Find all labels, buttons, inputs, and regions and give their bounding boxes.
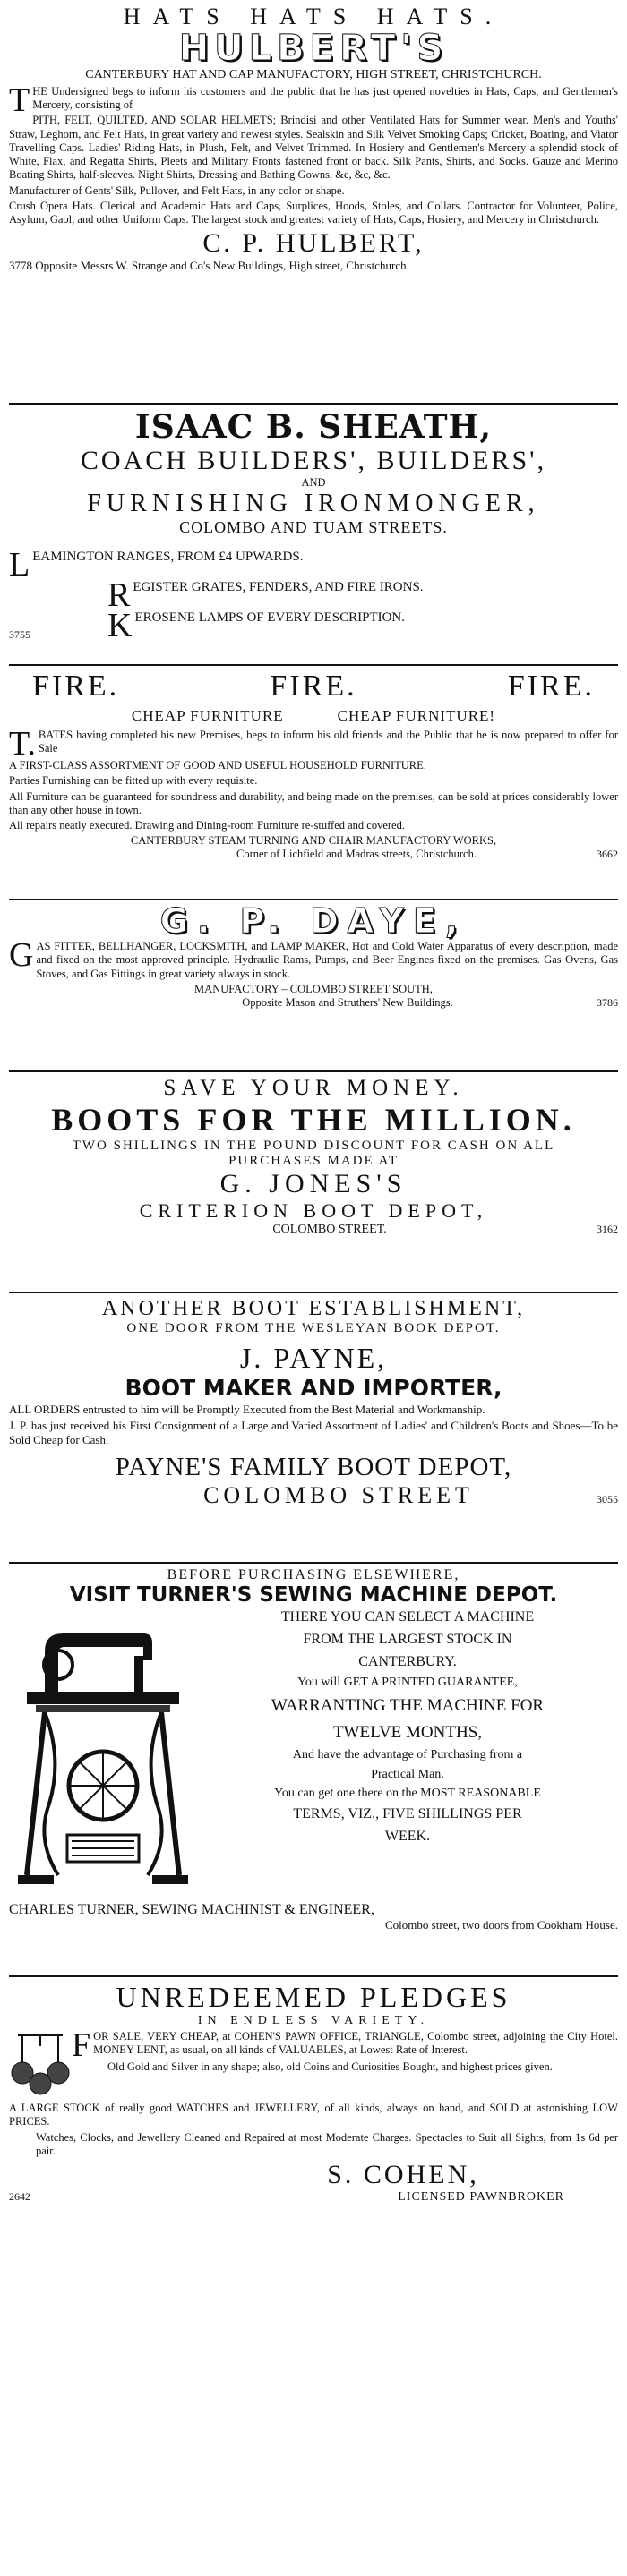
address: COLOMBO STREET bbox=[203, 1481, 474, 1508]
trade-line: FURNISHING IRONMONGER, bbox=[87, 490, 540, 517]
trade-line: BOOT MAKER AND IMPORTER, bbox=[125, 1375, 502, 1401]
paragraph: THE Undersigned begs to inform his customers and the public that he has just opened novelties in Hats, Caps, and Gentlemen's Mercery, consisting of bbox=[9, 81, 618, 119]
text-line: TERMS, VIZ., FIVE SHILLINGS PER bbox=[293, 1806, 522, 1822]
banner-title: G. P. DAYE, bbox=[159, 901, 468, 941]
ad-turner bbox=[9, 1564, 618, 1977]
paragraph: ALL ORDERS entrusted to him will be Promptly Executed from the Best Material and Workmanship. bbox=[9, 1403, 485, 1416]
and-text: AND bbox=[301, 476, 326, 489]
paragraph: Watches, Clocks, and Jewellery Cleaned and Repaired at most Moderate Charges. Spectacles to Suit all Sights, from 1s 6d per pair. bbox=[36, 2130, 618, 2157]
text-line: FROM THE LARGEST STOCK IN bbox=[303, 1631, 512, 1647]
advertiser-name: J. PAYNE, bbox=[239, 1342, 388, 1374]
trade-line: COACH BUILDERS', BUILDERS', bbox=[80, 446, 547, 475]
item: LEAMINGTON RANGES, FROM £4 UPWARDS. bbox=[9, 546, 304, 584]
headline: HATS HATS HATS. bbox=[123, 4, 504, 30]
paragraph: A LARGE STOCK of really good WATCHES and JEWELLERY, of all kinds, always on hand, and SOLD at astonishing LOW PRICES. bbox=[9, 2102, 618, 2128]
sewing-machine-illustration bbox=[9, 1607, 197, 1902]
paragraph: PITH, FELT, QUILTED, AND SOLAR HELMETS; Brindisi and other Ventilated Hats for Summer wear. Men's and Youths' Straw, Leghorn, and Felt Hats, in great variety and newest styles. Sealskin and Silk Velvet Smoking Caps; Cricket, Boating, and Viator Travelling Caps. Ladies' Riding Hats, in Plush, Felt, and Velvet Trimmed. In Hosiery and Gentlemen's Mercery a splendid stock of White, Flax, and Regatta Shirts, Pleets and Military Fronts fastened front or back. Silk Pants, Shirts, and Socks. Gauze and Merino Boating Shirts, half-sleeves. Night Shirts, Dressing and Bathing Gowns, &c, &c, &c. bbox=[9, 114, 618, 182]
text-line: WEEK. bbox=[384, 1828, 431, 1844]
ad-number: 2642 bbox=[9, 2190, 30, 2203]
ad-number: 3162 bbox=[597, 1223, 618, 1235]
advertiser-name: S. COHEN, bbox=[327, 2160, 479, 2189]
subhead: CANTERBURY HAT AND CAP MANUFACTORY, HIGH STREET, CHRISTCHURCH. bbox=[85, 68, 542, 81]
address: Opposite Messrs W. Strange and Co's New Buildings, High street, Christchurch. bbox=[35, 259, 409, 273]
paragraph: Manufacturer of Gents' Silk, Pullover, and Felt Hats, in any color or shape. bbox=[9, 183, 345, 197]
advertiser-name: C. P. HULBERT, bbox=[202, 228, 425, 259]
headline: UNREDEEMED PLEDGES bbox=[116, 1981, 511, 2013]
headline: ANOTHER BOOT ESTABLISHMENT, bbox=[101, 1297, 526, 1320]
paragraph: All repairs neatly executed. Drawing and Dining-room Furniture re-stuffed and covered. bbox=[9, 819, 405, 832]
paragraph: J. P. has just received his First Consignment of a Large and Varied Assortment of Ladies' and Children's Boots and Shoes—To be Sold Cheap for Cash. bbox=[9, 1418, 618, 1446]
paragraph: FOR SALE, VERY CHEAP, at COHEN'S PAWN OFFICE, TRIANGLE, Colombo street, adjoining the City Hotel. MONEY LENT, as usual, on all kinds of VALUABLES, at Lowest Rate of Interest. bbox=[72, 2026, 618, 2064]
depot-name: CRITERION BOOT DEPOT, bbox=[139, 1199, 488, 1222]
headline: VISIT TURNER'S SEWING MACHINE DEPOT. bbox=[69, 1583, 558, 1607]
subhead: CHEAP FURNITURE bbox=[131, 707, 284, 724]
banner-title: HULBERT'S bbox=[178, 28, 449, 69]
text-line: TWELVE MONTHS, bbox=[332, 1722, 483, 1742]
paragraph: T.BATES having completed his new Premises, begs to inform his old friends and the Public that he is now prepared to offer for Sale bbox=[9, 725, 618, 763]
address: Colombo street, two doors from Cookham House. bbox=[385, 1918, 618, 1932]
ad-number: 3662 bbox=[596, 848, 618, 861]
paragraph: All Furniture can be guaranteed for soundness and durability, and being made on the premises, can be sold at prices considerably lower than any other house in town. bbox=[9, 789, 618, 816]
headline-word: FIRE. bbox=[270, 670, 357, 703]
advertiser-name: ISAAC B. SHEATH, bbox=[134, 408, 493, 446]
text-line: And have the advantage of Purchasing from a bbox=[292, 1747, 523, 1761]
title: LICENSED PAWNBROKER bbox=[398, 2190, 564, 2204]
ad-payne bbox=[9, 1293, 618, 1564]
paragraph: Parties Furnishing can be fitted up with every requisite. bbox=[9, 774, 258, 788]
headline-word: FIRE. bbox=[32, 670, 120, 703]
address: COLOMBO AND TUAM STREETS. bbox=[179, 518, 448, 536]
headline: SAVE YOUR MONEY. bbox=[163, 1076, 464, 1100]
headline-word: FIRE. bbox=[507, 670, 595, 703]
manufactory: MANUFACTORY – COLOMBO STREET SOUTH, bbox=[194, 982, 433, 995]
ad-cohen bbox=[9, 1977, 618, 2255]
big-headline: BOOTS FOR THE MILLION. bbox=[51, 1102, 576, 1138]
works-name: CANTERBURY STEAM TURNING AND CHAIR MANUFACTORY WORKS, bbox=[130, 834, 497, 848]
ad-daye bbox=[9, 900, 618, 1072]
ad-number: 3778 bbox=[9, 259, 32, 273]
text-line: WARRANTING THE MACHINE FOR bbox=[271, 1696, 545, 1716]
address: Opposite Mason and Struthers' New Buildings. bbox=[242, 995, 453, 1009]
subhead: ONE DOOR FROM THE WESLEYAN BOOK DEPOT. bbox=[126, 1321, 501, 1335]
ad-number: 3786 bbox=[596, 995, 618, 1009]
paragraph: A FIRST-CLASS ASSORTMENT OF GOOD AND USEFUL HOUSEHOLD FURNITURE. bbox=[9, 759, 426, 772]
ad-number: 3755 bbox=[9, 627, 30, 641]
item: REGISTER GRATES, FENDERS, AND FIRE IRONS. bbox=[107, 576, 424, 615]
text-line: Practical Man. bbox=[371, 1767, 444, 1781]
paragraph: Crush Opera Hats. Clerical and Academic Hats and Caps, Surplices, Hoods, Stoles, and Collars. Contractor for Volunteer, Police, Asylum, Gaol, and other Uniform Caps. The largest stock and greatest variety of Hats, Caps, Hosiery, and Mercery in Christchurch. bbox=[9, 199, 618, 226]
text-line: You will GET A PRINTED GUARANTEE, bbox=[297, 1676, 518, 1690]
subhead: CHEAP FURNITURE! bbox=[337, 707, 496, 724]
ad-number: 3055 bbox=[597, 1492, 618, 1506]
depot-name: PAYNE'S FAMILY BOOT DEPOT, bbox=[115, 1452, 512, 1481]
address: Corner of Lichfield and Madras streets, Christchurch. bbox=[236, 848, 477, 861]
pawn-balls-icon bbox=[9, 2028, 72, 2100]
ad-jones bbox=[9, 1072, 618, 1293]
ad-bates bbox=[9, 666, 618, 900]
item: KEROSENE LAMPS OF EVERY DESCRIPTION. bbox=[107, 607, 406, 645]
text-line: CANTERBURY. bbox=[358, 1653, 457, 1669]
ad-sheath bbox=[9, 405, 618, 666]
pre-headline: BEFORE PURCHASING ELSEWHERE, bbox=[167, 1567, 460, 1582]
subhead: IN ENDLESS VARIETY. bbox=[197, 2014, 430, 2027]
advertiser-name: CHARLES TURNER, SEWING MACHINIST & ENGINEER, bbox=[9, 1902, 374, 1917]
ad-hulbert bbox=[9, 0, 618, 405]
text-line: THERE YOU CAN SELECT A MACHINE bbox=[280, 1609, 535, 1625]
address: COLOMBO STREET. bbox=[272, 1223, 387, 1236]
advertiser-name: G. JONES'S bbox=[219, 1169, 408, 1198]
text-line: You can get one there on the MOST REASONABLE bbox=[274, 1787, 541, 1801]
paragraph: GAS FITTER, BELLHANGER, LOCKSMITH, and LAMP MAKER, Hot and Cold Water Apparatus of every description, made and fixed on the most approved principle. Hydraulic Rams, Pumps, and Beer Engines fixed on the premises. Gas Ovens, Gas Stoves, and Gas Fittings in great variety always in stock. bbox=[9, 936, 618, 980]
line: TWO SHILLINGS IN THE POUND DISCOUNT FOR CASH ON ALL PURCHASES MADE AT bbox=[72, 1139, 555, 1168]
paragraph: Old Gold and Silver in any shape; also, old Coins and Curiosities Bought, and highest prices given. bbox=[107, 2060, 553, 2074]
